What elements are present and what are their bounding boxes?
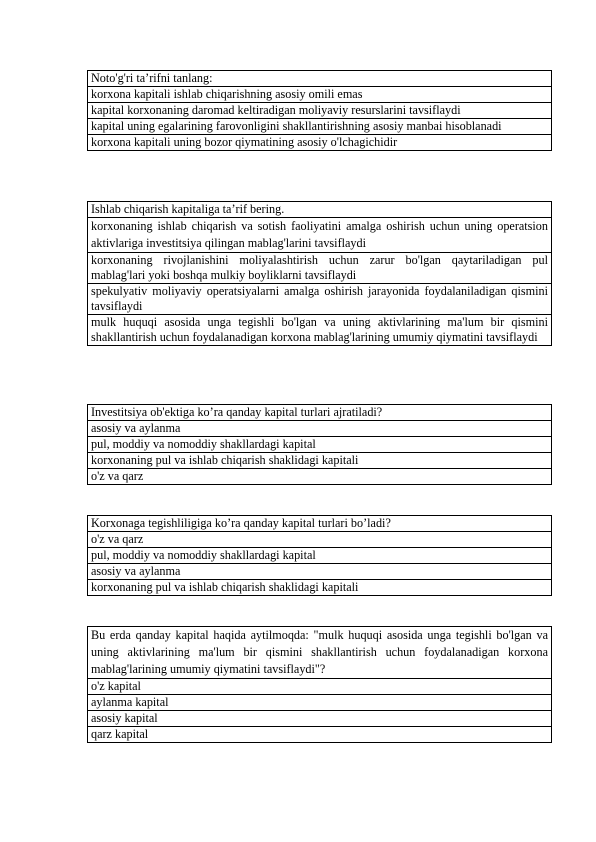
question-text: Korxonaga tegishliligiga ko’ra qanday kapital turlari bo’ladi? bbox=[88, 516, 552, 532]
option-row bbox=[88, 564, 552, 580]
option-text: korxonaning ishlab chiqarish va sotish faoliyatini amalga oshirish uchun uning operatsion aktivlariga investitsiya qilingan mablag'larini tavsiflaydi bbox=[88, 218, 552, 253]
question-text: Ishlab chiqarish kapitaliga ta’rif bering. bbox=[88, 202, 552, 218]
option-text: kapital uning egalarining farovonligini shakllantirishning asosiy manbai hisoblanadi bbox=[88, 119, 552, 135]
question-text: Noto'g'ri ta’rifni tanlang: bbox=[88, 71, 552, 87]
option-row bbox=[88, 679, 552, 695]
option-text: pul, moddiy va nomoddiy shakllardagi kapital bbox=[88, 548, 552, 564]
question-text: Investitsiya ob'ektiga ko’ra qanday kapital turlari ajratiladi? bbox=[88, 405, 552, 421]
option-row bbox=[88, 711, 552, 727]
option-row bbox=[88, 87, 552, 103]
question-table-1 bbox=[87, 70, 552, 151]
question-table-3 bbox=[87, 404, 552, 485]
question-row bbox=[88, 71, 552, 87]
option-row bbox=[88, 421, 552, 437]
question-table-4 bbox=[87, 515, 552, 596]
option-text: asosiy va aylanma bbox=[88, 421, 552, 437]
option-text: o'z va qarz bbox=[88, 469, 552, 485]
option-row bbox=[88, 580, 552, 596]
option-text: o'z va qarz bbox=[88, 532, 552, 548]
option-row bbox=[88, 437, 552, 453]
option-row bbox=[88, 119, 552, 135]
option-row bbox=[88, 469, 552, 485]
option-row bbox=[88, 695, 552, 711]
option-row bbox=[88, 103, 552, 119]
option-row bbox=[88, 253, 552, 284]
option-text: asosiy kapital bbox=[88, 711, 552, 727]
option-text: korxona kapitali uning bozor qiymatining asosiy o'lchagichidir bbox=[88, 135, 552, 151]
question-table-5 bbox=[87, 626, 552, 743]
question-row bbox=[88, 202, 552, 218]
question-row bbox=[88, 405, 552, 421]
option-row bbox=[88, 532, 552, 548]
option-text: kapital korxonaning daromad keltiradigan moliyaviy resurslarini tavsiflaydi bbox=[88, 103, 552, 119]
option-text: mulk huquqi asosida unga tegishli bo'lgan va uning aktivlarining ma'lum bir qismini shakllantirish uchun foydalanadigan korxona mablag'larining umumiy qiymatini tavsiflaydi bbox=[88, 315, 552, 346]
option-text: korxonaning pul va ishlab chiqarish shaklidagi kapitali bbox=[88, 453, 552, 469]
option-row bbox=[88, 135, 552, 151]
option-row bbox=[88, 548, 552, 564]
question-row bbox=[88, 627, 552, 679]
option-text: o'z kapital bbox=[88, 679, 552, 695]
option-text: aylanma kapital bbox=[88, 695, 552, 711]
option-row bbox=[88, 218, 552, 253]
option-text: pul, moddiy va nomoddiy shakllardagi kapital bbox=[88, 437, 552, 453]
option-text: spekulyativ moliyaviy operatsiyalarni amalga oshirish jarayonida foydalaniladigan qismini tavsiflaydi bbox=[88, 284, 552, 315]
option-row bbox=[88, 315, 552, 346]
option-row bbox=[88, 453, 552, 469]
option-row bbox=[88, 727, 552, 743]
question-text: Bu erda qanday kapital haqida aytilmoqda: "mulk huquqi asosida unga tegishli bo'lgan va uning aktivlarining ma'lum bir qismini shakllantirish uchun foydalanadigan korxona mablag'larining umumiy qiymatini tavsiflaydi"? bbox=[88, 627, 552, 679]
option-row bbox=[88, 284, 552, 315]
option-text: asosiy va aylanma bbox=[88, 564, 552, 580]
option-text: korxonaning rivojlanishini moliyalashtirish uchun zarur bo'lgan qaytariladigan pul mablag'lari yoki boshqa mulkiy boyliklarni tavsiflaydi bbox=[88, 253, 552, 284]
question-table-2 bbox=[87, 201, 552, 346]
question-row bbox=[88, 516, 552, 532]
option-text: korxona kapitali ishlab chiqarishning asosiy omili emas bbox=[88, 87, 552, 103]
option-text: qarz kapital bbox=[88, 727, 552, 743]
option-text: korxonaning pul va ishlab chiqarish shaklidagi kapitali bbox=[88, 580, 552, 596]
